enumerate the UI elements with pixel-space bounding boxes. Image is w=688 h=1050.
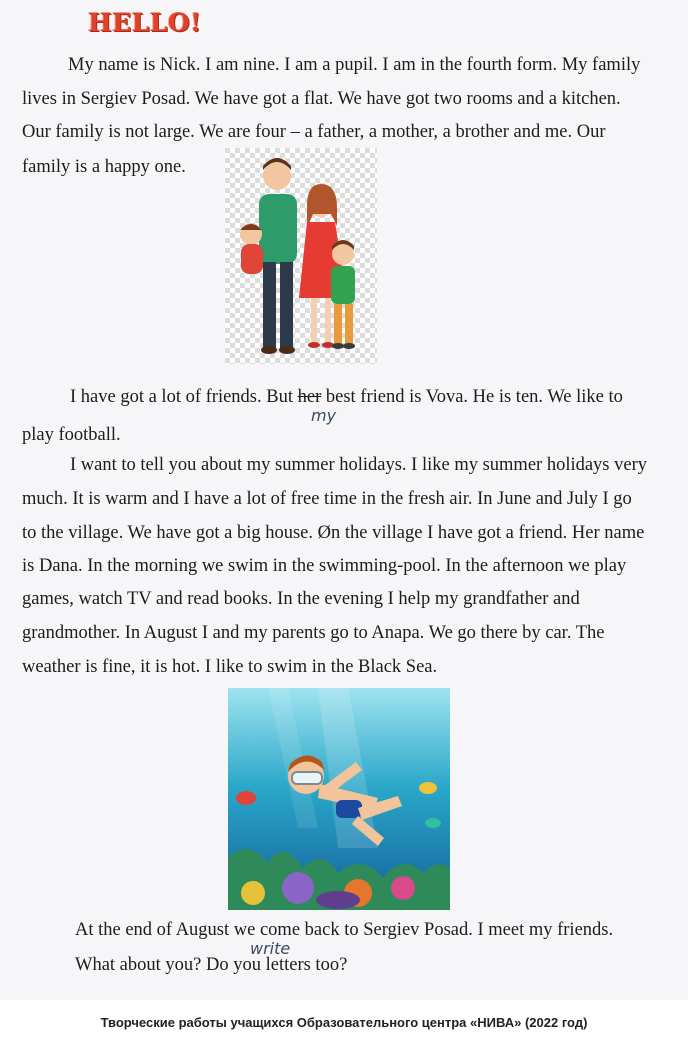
- page-title: HELLO!: [88, 8, 202, 37]
- paragraph-line: Our family is not large. We are four – a father, a mother, a brother and me. Our: [22, 122, 606, 142]
- paragraph-line: much. It is warm and I have a lot of free time in the fresh air. In June and July I go: [22, 489, 632, 509]
- page-footer: Творческие работы учащихся Образовательного центра «НИВА» (2022 год): [0, 1000, 688, 1050]
- paragraph-line: [70, 385, 623, 409]
- paragraph-line: What about you? Do you letters too?: [75, 955, 348, 975]
- paragraph-line: At the end of August we come back to Sergiev Posad. I meet my friends.: [75, 920, 614, 940]
- paragraph-line: play football.: [22, 425, 121, 445]
- handwritten-correction: write: [250, 939, 291, 958]
- text-span: best friend is Vova. He is ten. We like to: [321, 387, 623, 407]
- paragraph-line: My name is Nick. I am nine. I am a pupil. I am in the fourth form. My family: [68, 55, 641, 75]
- paragraph-line: grandmother. In August I and my parents go to Anapa. We go there by car. The: [22, 623, 605, 643]
- paragraph-line: is Dana. In the morning we swim in the swimming-pool. In the afternoon we play: [22, 556, 627, 576]
- swimming-illustration: [228, 688, 450, 910]
- text-span: I have got a lot of friends. But: [70, 387, 298, 407]
- family-illustration: [225, 148, 377, 364]
- struck-word: her: [297, 387, 322, 407]
- paragraph-line: I want to tell you about my summer holidays. I like my summer holidays very: [70, 455, 648, 475]
- paragraph-line: family is a happy one.: [22, 157, 186, 177]
- paragraph-line: weather is fine, it is hot. I like to swim in the Black Sea.: [22, 657, 438, 677]
- paragraph-line: games, watch TV and read books. In the evening I help my grandfather and: [22, 589, 580, 609]
- paragraph-line: to the village. We have got a big house. Øn the village I have got a friend. Her name: [22, 523, 645, 543]
- handwritten-correction: my: [311, 406, 337, 425]
- paragraph-line: lives in Sergiev Posad. We have got a flat. We have got two rooms and a kitchen.: [22, 89, 621, 109]
